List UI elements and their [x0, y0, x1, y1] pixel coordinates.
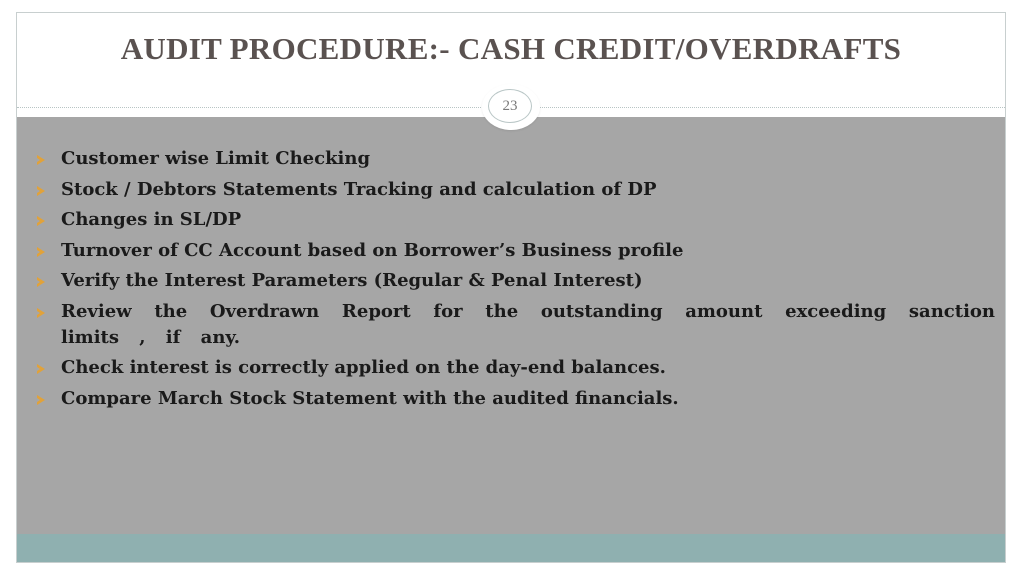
- bullet-item: [37, 177, 995, 203]
- bullet-text: Stock / Debtors Statements Tracking and calculation of DP: [61, 178, 657, 200]
- bullet-item: [37, 299, 995, 351]
- bullet-item: [37, 355, 995, 381]
- arrowhead-bullet-icon: [37, 364, 45, 374]
- bullet-item: [37, 238, 995, 264]
- slide: [16, 12, 1006, 563]
- bullet-text: Changes in SL/DP: [61, 209, 242, 230]
- slide-title: AUDIT PROCEDURE:- CASH CREDIT/OVERDRAFTS: [120, 31, 902, 66]
- bullet-item: [37, 386, 995, 412]
- page-number: 23: [488, 89, 532, 123]
- arrowhead-bullet-icon: [37, 186, 45, 196]
- arrowhead-bullet-icon: [37, 216, 45, 226]
- arrowhead-bullet-icon: [37, 277, 45, 287]
- page-number-badge: [482, 84, 540, 130]
- arrowhead-bullet-icon: [37, 308, 45, 318]
- bullet-text: Review the Overdrawn Report for the outstanding amount exceeding sanction limits , if any.: [61, 300, 995, 348]
- footer-bar: [17, 534, 1005, 562]
- bullet-list: [37, 146, 995, 416]
- bullet-text: Compare March Stock Statement with the audited financials.: [61, 387, 679, 409]
- bullet-item: [37, 146, 995, 172]
- arrowhead-bullet-icon: [37, 395, 45, 405]
- bullet-text: Verify the Interest Parameters (Regular & Penal Interest): [61, 270, 643, 291]
- arrowhead-bullet-icon: [37, 155, 45, 165]
- bullet-item: [37, 207, 995, 233]
- bullet-text: Check interest is correctly applied on the day-end balances.: [61, 357, 666, 378]
- bullet-text: Customer wise Limit Checking: [61, 148, 371, 169]
- bullet-text: Turnover of CC Account based on Borrower’s Business profile: [61, 239, 684, 261]
- bullet-item: [37, 268, 995, 294]
- arrowhead-bullet-icon: [37, 247, 45, 257]
